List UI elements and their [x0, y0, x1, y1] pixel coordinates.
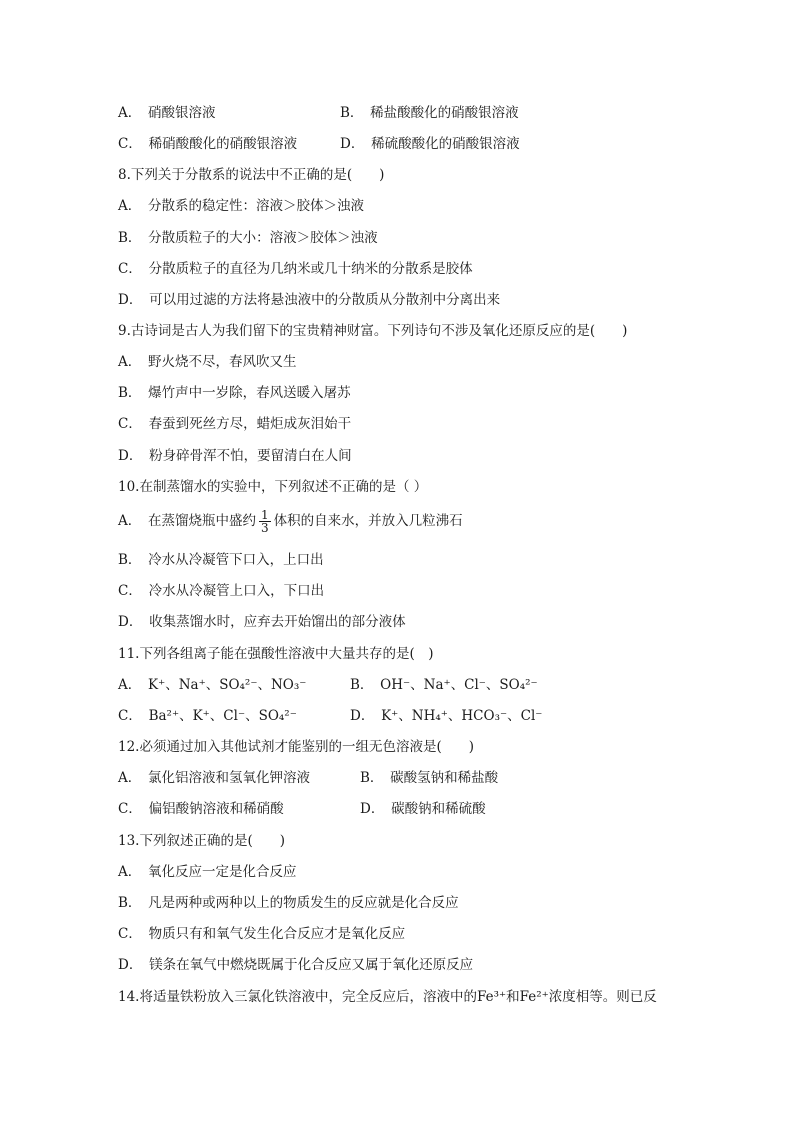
q11-option-b: B． OH⁻、Na⁺、Cl⁻、SO₄²⁻ [350, 677, 538, 693]
q12-options-row-1 [118, 769, 498, 787]
q11-stem: 11.下列各组离子能在强酸性溶液中大量共存的是( ) [118, 646, 434, 662]
fraction-denominator: 3 [261, 521, 269, 535]
q8-option-b: B． 分散质粒子的大小：溶液＞胶体＞浊液 [118, 230, 378, 246]
q11-options-row-1 [118, 676, 538, 694]
q9-option-d: D． 粉身碎骨浑不怕，要留清白在人间 [118, 448, 352, 464]
q10-stem: 10.在制蒸馏水的实验中，下列叙述不正确的是（ ） [118, 479, 428, 495]
q10-option-d: D． 收集蒸馏水时，应弃去开始馏出的部分液体 [118, 614, 406, 630]
q7-option-a: A． 硝酸银溶液 [118, 105, 216, 121]
q7-option-b: B． 稀盐酸酸化的硝酸银溶液 [340, 105, 519, 121]
q9-option-a: A． 野火烧不尽，春风吹又生 [118, 354, 297, 370]
q7-option-c: C． 稀硝酸酸化的硝酸银溶液 [118, 136, 298, 152]
q10-option-c: C． 冷水从冷凝管上口入，下口出 [118, 583, 325, 599]
q9-option-c: C． 春蚕到死丝方尽，蜡炬成灰泪始干 [118, 416, 352, 432]
q10-option-a-text-pre: A． 在蒸馏烧瓶中盛约 [118, 513, 256, 529]
q10-option-a [118, 509, 463, 534]
q13-stem: 13.下列叙述正确的是( ) [118, 833, 286, 849]
q12-option-b: B． 碳酸氢钠和稀盐酸 [360, 770, 499, 786]
q12-option-a: A． 氯化铝溶液和氢氧化钾溶液 [118, 770, 310, 786]
fraction-numerator: 1 [261, 508, 269, 522]
q9-stem: 9.古诗词是古人为我们留下的宝贵精神财富。下列诗句不涉及氧化还原反应的是( ) [118, 323, 628, 339]
q11-option-d: D． K⁺、NH₄⁺、HCO₃⁻、Cl⁻ [350, 708, 543, 724]
q8-option-a: A． 分散系的稳定性：溶液＞胶体＞浊液 [118, 198, 364, 214]
q12-stem: 12.必须通过加入其他试剂才能鉴别的一组无色溶液是( ) [118, 739, 475, 755]
q14-stem: 14.将适量铁粉放入三氯化铁溶液中，完全反应后，溶液中的Fe³⁺和Fe²⁺浓度相等。则已反 [118, 989, 657, 1005]
q12-option-d: D． 碳酸钠和稀硫酸 [360, 801, 486, 817]
q11-option-a: A． K⁺、Na⁺、SO₄²⁻、NO₃⁻ [118, 677, 307, 693]
q7-option-d: D． 稀硫酸酸化的硝酸银溶液 [340, 136, 520, 152]
q12-options-row-2 [118, 800, 486, 818]
q13-option-c: C． 物质只有和氧气发生化合反应才是氧化反应 [118, 926, 406, 942]
q8-stem: 8.下列关于分散系的说法中不正确的是( ) [118, 167, 385, 183]
q7-options-row-1 [118, 104, 519, 122]
q10-option-a-text-post: 体积的自来水，并放入几粒沸石 [273, 513, 463, 529]
q12-option-c: C． 偏铝酸钠溶液和稀硝酸 [118, 801, 284, 817]
q11-option-c: C． Ba²⁺、K⁺、Cl⁻、SO₄²⁻ [118, 708, 297, 724]
q13-option-b: B． 凡是两种或两种以上的物质发生的反应就是化合反应 [118, 895, 459, 911]
q10-option-b: B． 冷水从冷凝管下口入，上口出 [118, 552, 324, 568]
q13-option-d: D． 镁条在氧气中燃烧既属于化合反应又属于氧化还原反应 [118, 957, 474, 973]
q7-options-row-2 [118, 135, 520, 153]
q9-option-b: B． 爆竹声中一岁除，春风送暖入屠苏 [118, 385, 351, 401]
q8-option-d: D． 可以用过滤的方法将悬浊液中的分散质从分散剂中分离出来 [118, 292, 501, 308]
q8-option-c: C． 分散质粒子的直径为几纳米或几十纳米的分散系是胶体 [118, 261, 473, 277]
q11-options-row-2 [118, 707, 542, 725]
fraction-one-third [259, 509, 271, 534]
q13-option-a: A． 氧化反应一定是化合反应 [118, 864, 297, 880]
